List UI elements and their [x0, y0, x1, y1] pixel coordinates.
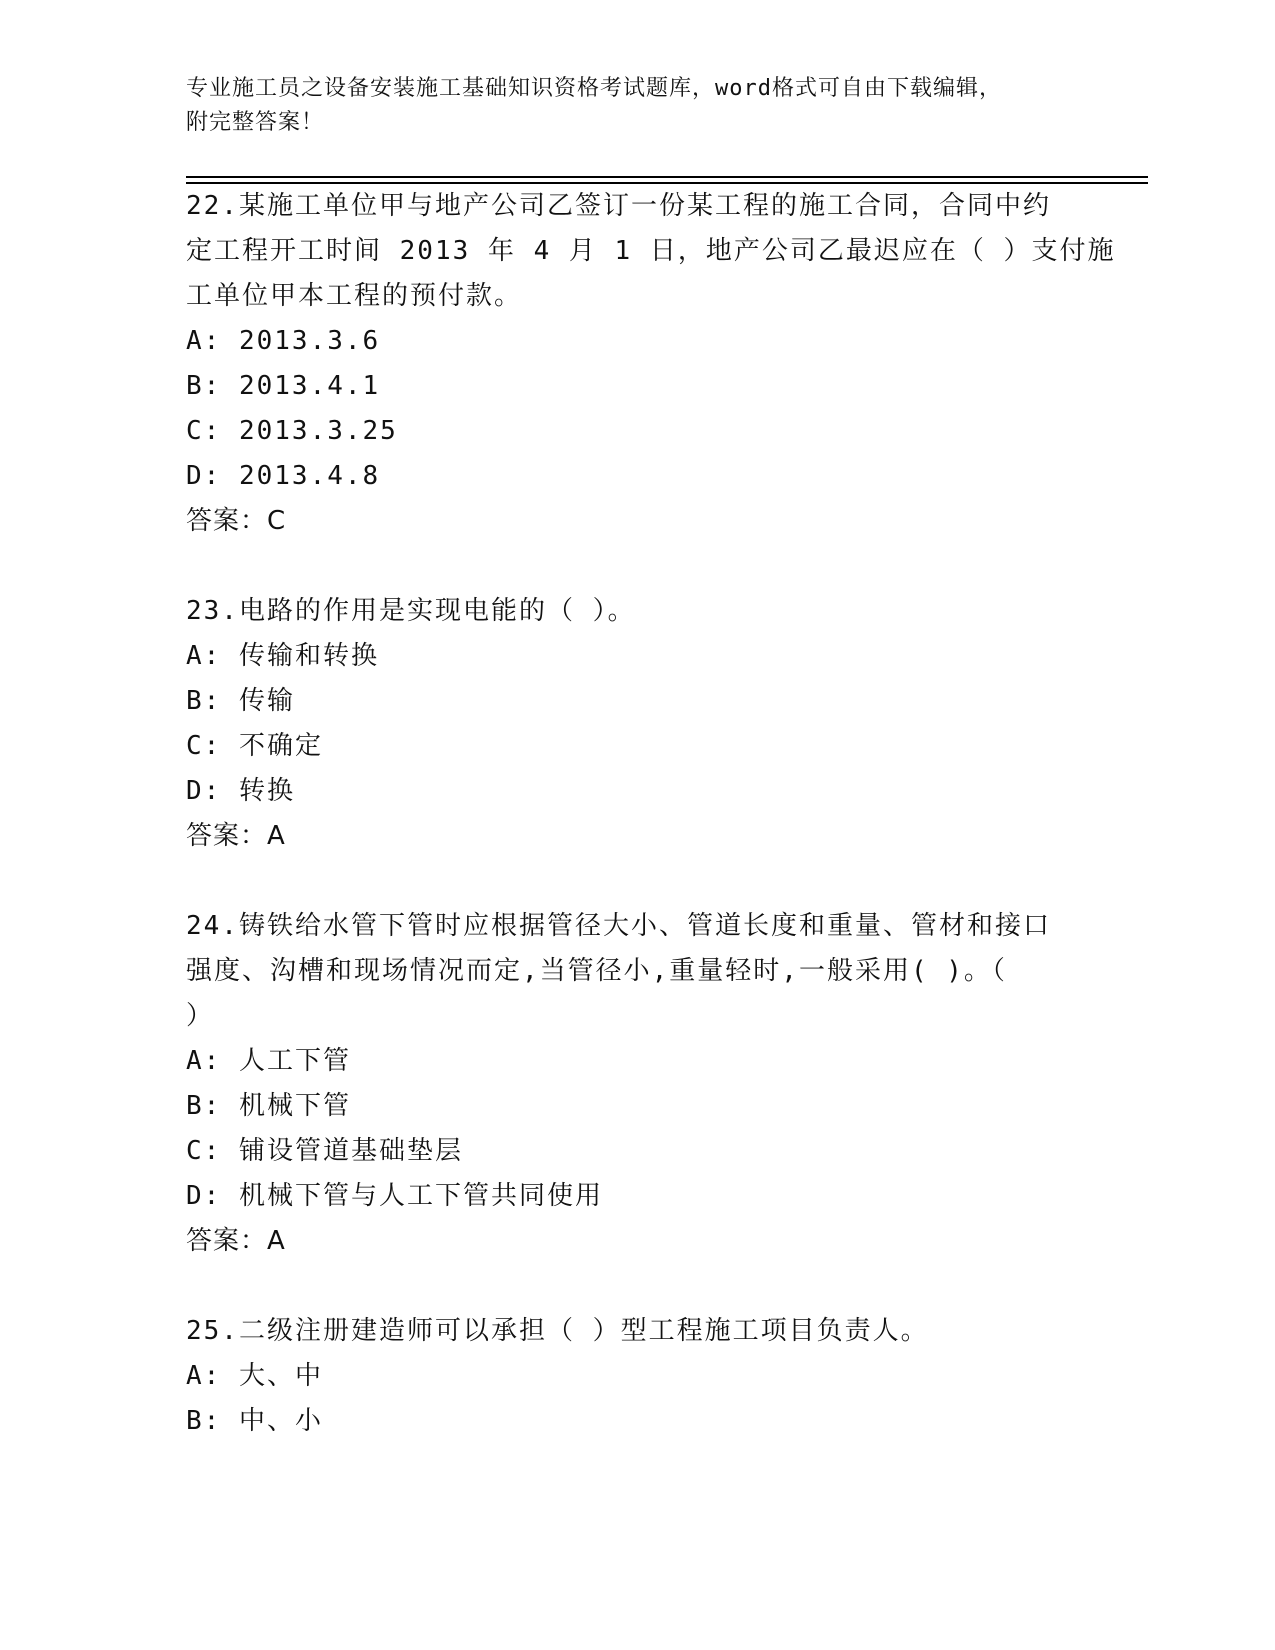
question-25-option-b: B: 中、小: [186, 1406, 323, 1436]
question-23-answer: 答案：A: [186, 821, 286, 851]
document-header: [186, 72, 1086, 140]
question-22-stem-line-1: 22.某施工单位甲与地产公司乙签订一份某工程的施工合同，合同中约: [186, 191, 1051, 221]
question-22-answer: 答案：C: [186, 506, 287, 536]
question-22-option-c: C: 2013.3.25: [186, 416, 398, 446]
header-divider-bottom: [186, 182, 1148, 184]
question-24-option-a: A: 人工下管: [186, 1046, 351, 1076]
header-divider-top: [186, 176, 1148, 178]
question-25-stem-line-1: 25.二级注册建造师可以承担（ ）型工程施工项目负责人。: [186, 1316, 929, 1346]
question-24-stem-line-2: 强度、沟槽和现场情况而定,当管径小,重量轻时,一般采用( )。（: [186, 956, 1007, 986]
question-23-option-b: B: 传输: [186, 686, 295, 716]
question-24-option-b: B: 机械下管: [186, 1091, 351, 1121]
header-line-2: 附完整答案！: [186, 110, 325, 135]
question-23-option-c: C: 不确定: [186, 731, 323, 761]
header-line-1: 专业施工员之设备安装施工基础知识资格考试题库，word格式可自由下载编辑，: [186, 76, 1002, 101]
question-23-option-a: A: 传输和转换: [186, 641, 379, 671]
question-22-option-a: A: 2013.3.6: [186, 326, 381, 356]
question-22-stem-line-2: 定工程开工时间 2013 年 4 月 1 日，地产公司乙最迟应在（ ）支付施: [186, 236, 1116, 266]
question-24-stem-line-1: 24.铸铁给水管下管时应根据管径大小、管道长度和重量、管材和接口: [186, 911, 1051, 941]
question-24-stem-line-3: ）: [186, 1001, 215, 1031]
question-24-answer: 答案：A: [186, 1226, 286, 1256]
question-22-option-d: D: 2013.4.8: [186, 461, 381, 491]
question-23-option-d: D: 转换: [186, 776, 295, 806]
question-24-option-d: D: 机械下管与人工下管共同使用: [186, 1181, 603, 1211]
question-22-stem-line-3: 工单位甲本工程的预付款。: [186, 281, 523, 311]
question-24-option-c: C: 铺设管道基础垫层: [186, 1136, 463, 1166]
question-22-option-b: B: 2013.4.1: [186, 371, 381, 401]
question-23-stem-line-1: 23.电路的作用是实现电能的（ ）。: [186, 596, 636, 626]
question-25-option-a: A: 大、中: [186, 1361, 323, 1391]
